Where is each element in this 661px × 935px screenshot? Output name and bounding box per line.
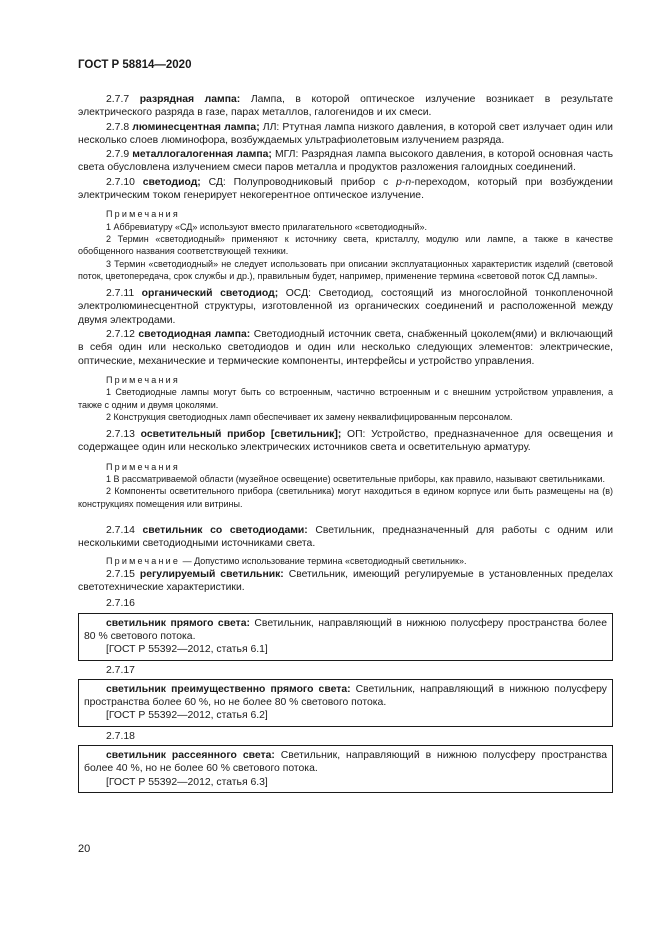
entry-term: органический светодиод; (141, 288, 279, 300)
entry-number: 2.7.13 (106, 429, 135, 441)
entry-reference: [ГОСТ Р 55392—2012, статья 6.2] (106, 710, 268, 722)
entry-definition: Светильник, направляющий в нижнюю полусферу пространства более 80 % светового потока. (84, 617, 607, 642)
entry-reference: [ГОСТ Р 55392—2012, статья 6.1] (106, 644, 268, 656)
entry-term: светильник рассеянного света: (106, 750, 275, 762)
entry-definition: ЛЛ: Ртутная лампа низкого давления, в которой свет излучает один или несколько слоев люминофора, возбуждаемых ультрафиолетовым излучением разряда. (78, 121, 613, 146)
boxed-entry-2-7-16 (78, 613, 613, 661)
entry-definition: Светильник, предназначенный для работы с одним или несколькими светодиодными источниками света. (78, 524, 613, 550)
page-content (78, 92, 613, 793)
entry-number: 2.7.17 (106, 664, 135, 676)
entry-definition: ОП: Устройство, предназначенное для освещения и содержащее один или несколько электрических источников света и осветительную арматуру. (78, 429, 614, 454)
notes-title: Примечание (106, 555, 181, 566)
entry-number: 2.7.11 (106, 288, 135, 300)
entry-term: люминесцентная лампа; (132, 121, 260, 133)
note-2-7-14 (78, 555, 613, 567)
entry-number: 2.7.12 (106, 329, 135, 341)
entry-number: 2.7.18 (106, 730, 135, 742)
entry-term: светильник преимущественно прямого света: (106, 683, 351, 695)
notes-title: Примечания (106, 374, 180, 385)
entry-number: 2.7.8 (106, 121, 130, 133)
entry-term: осветительный прибор [светильник]; (140, 429, 342, 441)
entry-definition: Лампа, в которой оптическое излучение возникает в результате электрического разряда в газе, парах металлов, галогенидов и их смеси. (78, 94, 614, 119)
note-text: — Допустимо использование термина «светодиодный светильник». (180, 555, 467, 566)
note-item: 1 В рассматриваемой области (музейное освещение) осветительные приборы, как правило, называют светильниками. (106, 474, 606, 485)
entry-term: светодиодная лампа: (138, 329, 251, 341)
entry-definition: СД: Полупроводниковый прибор с (200, 176, 397, 188)
notes-2-7-12 (78, 374, 613, 423)
note-item (78, 555, 613, 567)
entry-2-7-11 (78, 287, 613, 327)
note-item: 2 Конструкция светодиодных ламп обеспечивает их замену неквалифицированным персоналом. (106, 411, 513, 422)
notes-title: Примечания (106, 461, 180, 472)
entry-term: регулируемый светильник: (139, 568, 284, 580)
page-number: 20 (78, 843, 91, 855)
entry-text (84, 617, 607, 644)
entry-term: разрядная лампа: (139, 94, 241, 105)
entry-definition: МГЛ: Разрядная лампа высокого давления, в которой основная часть света обусловлена излучением смеси паров металла и продуктов разложения галоидных соединений. (78, 149, 613, 174)
boxed-entry-2-7-17 (78, 679, 613, 727)
entry-2-7-12 (78, 328, 613, 368)
entry-definition: ОСД: Светодиод, состоящий из многослойной тонкопленочной электролюминесцентной структуры, изготовленной из органических соединений и расположенной между двумя электродами. (78, 288, 613, 326)
entry-2-7-9 (78, 148, 613, 175)
notes-title: Примечания (106, 209, 180, 220)
entry-number: 2.7.14 (106, 524, 135, 536)
boxed-entry-2-7-18 (78, 745, 613, 793)
document-header: ГОСТ Р 58814—2020 (78, 59, 192, 71)
entry-2-7-7 (78, 93, 613, 120)
entry-definition: Светильник, имеющий регулируемые в установленных пределах светотехнические характеристики. (78, 568, 613, 594)
entry-number: 2.7.7 (106, 94, 130, 105)
entry-term: металлогалогенная лампа; (132, 149, 272, 161)
entry-definition: Светильник, направляющий в нижнюю полусферу пространства более 60 %, но не более 80 % светового потока. (84, 683, 607, 709)
entry-number: 2.7.16 (106, 598, 135, 610)
note-item: 1 Светодиодные лампы могут быть со встроенным, частично встроенным и с внешним устройством управления, а также с одним и двумя цоколями. (78, 387, 613, 410)
entry-definition-cont: -переходом, который при возбуждении электрическим током генерирует некогерентное оптическое излучение. (78, 176, 613, 202)
entry-number: 2.7.15 (106, 568, 135, 580)
note-item: 2 Термин «светодиодный» применяют к источнику света, кристаллу, модулю или лампе, а также в качестве обобщенного названия соответствующей техники. (78, 233, 613, 257)
notes-2-7-13 (78, 461, 613, 510)
entry-term: светодиод; (142, 176, 201, 188)
entry-number: 2.7.9 (106, 149, 130, 161)
entry-text (84, 749, 607, 776)
entry-number: 2.7.10 (106, 176, 135, 188)
entry-reference: [ГОСТ Р 55392—2012, статья 6.3] (106, 776, 268, 788)
entry-definition: Светодиодный источник света, снабженный цоколем(ями) и включающий в себя один или несколько светодиодов и один или несколько следующих элементов: электрические, оптические, механические и термические компоненты, интерфейсы и устройство управления. (78, 329, 613, 367)
entry-2-7-15 (78, 568, 613, 595)
entry-2-7-13 (78, 428, 613, 455)
entry-text (84, 683, 607, 710)
entry-2-7-10 (78, 176, 613, 203)
entry-term: светильник прямого света: (106, 617, 250, 629)
entry-2-7-14 (78, 524, 613, 551)
entry-definition-italic: p-n (396, 176, 412, 188)
entry-term: светильник со светодиодами: (142, 524, 308, 536)
note-item: 1 Аббревиатуру «СД» используют вместо прилагательного «светодиодный». (106, 221, 427, 232)
entry-definition: Светильник, направляющий в нижнюю полусферу пространства более 40 %, но не более 60 % светового потока. (84, 750, 608, 775)
note-item: 3 Термин «светодиодный» не следует использовать при описании эксплуатационных характеристик изделий (световой поток, цветопередача, срок службы и др.), правильным будет, например, применение термина «световой поток СД лампы». (78, 258, 613, 281)
notes-2-7-10 (78, 208, 613, 282)
note-item: 2 Компоненты осветительного прибора (светильника) могут находиться в едином корпусе или быть размещены на (в) конструкциях помещения или витрины. (78, 486, 613, 509)
entry-2-7-8 (78, 121, 613, 148)
